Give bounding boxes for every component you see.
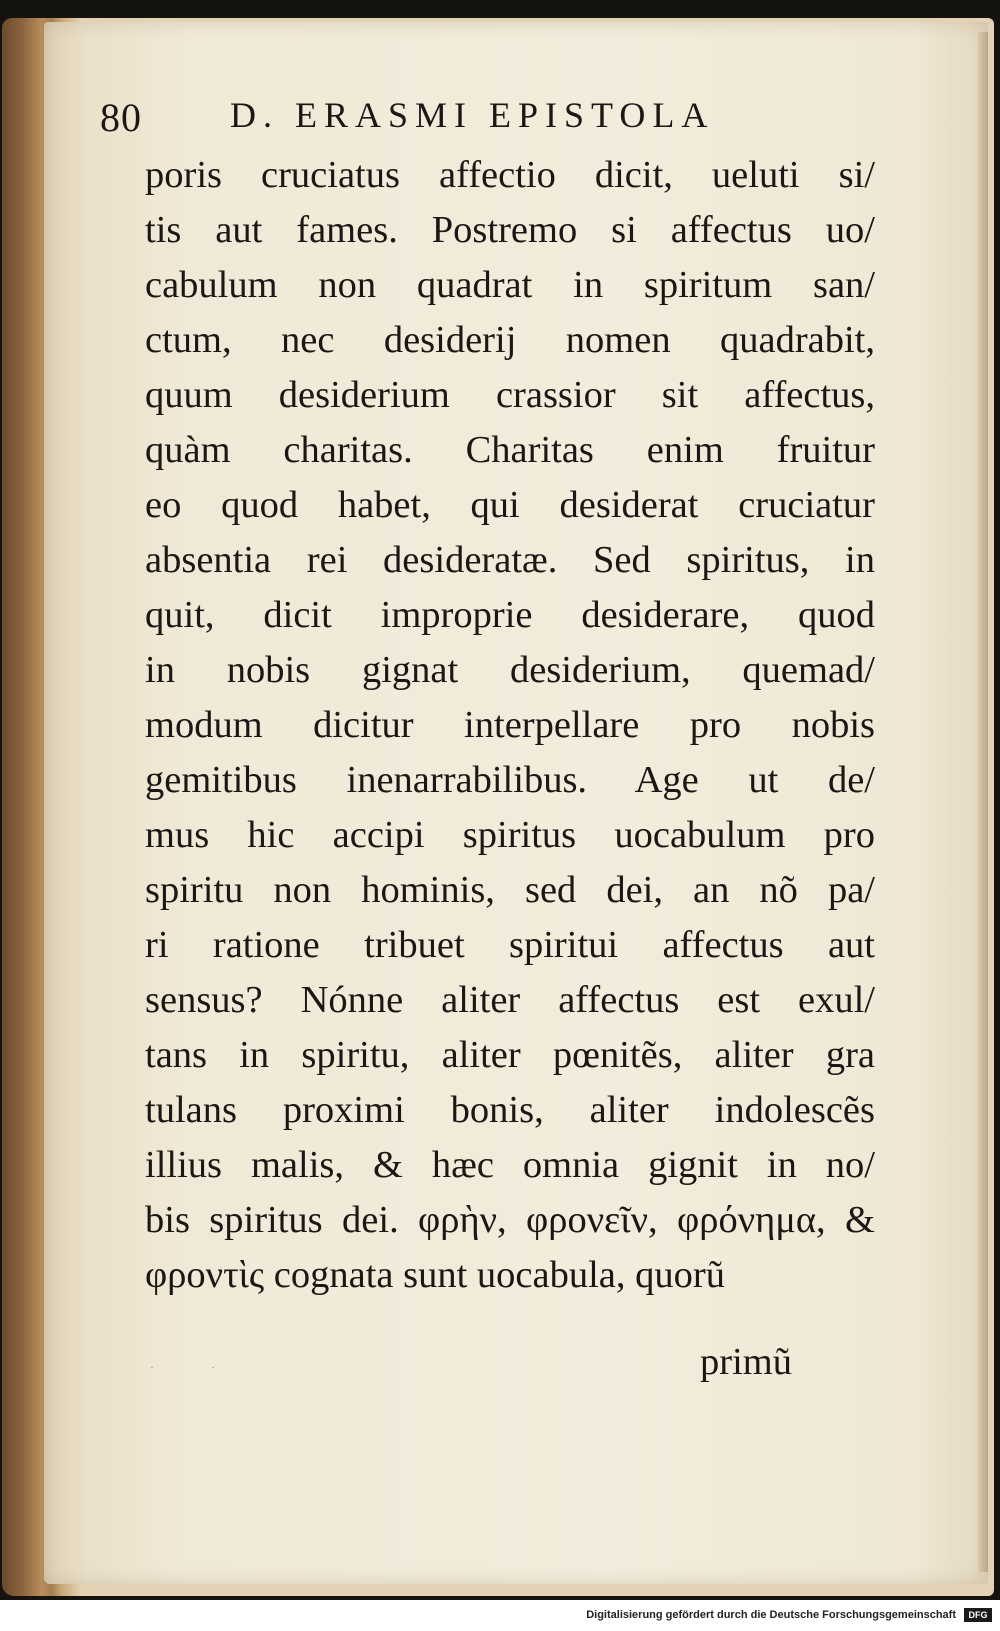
paper-specks: · · (150, 1360, 215, 1374)
page-header (100, 94, 840, 154)
digitization-credit: Digitalisierung gefördert durch die Deutsche Forschungsgemeinschaft (586, 1609, 956, 1621)
text-line: quàm charitas. Charitas enim fruitur (145, 429, 875, 471)
footer-bar (0, 1600, 1000, 1631)
text-line: quum desiderium crassior sit affectus, (145, 374, 875, 416)
running-title: D. ERASMI EPISTOLA (230, 95, 715, 135)
text-line: in nobis gignat desiderium, quemad/ (145, 649, 875, 691)
text-line: mus hic accipi spiritus uocabulum pro (145, 814, 875, 856)
text-line: quit, dicit improprie desiderare, quod (145, 594, 875, 636)
page-number: 80 (100, 95, 142, 140)
text-line: ctum, nec desiderij nomen quadrabit, (145, 319, 875, 361)
text-line: illius malis, & hæc omnia gignit in no/ (145, 1144, 875, 1186)
dfg-logo: DFG (964, 1608, 992, 1622)
page-edge (978, 32, 988, 1572)
text-line: φροντὶς cognata sunt uocabula, quorũ (145, 1254, 725, 1296)
text-line: bis spiritus dei. φρὴν, φρονεῖν, φρόνημα, & (145, 1199, 875, 1241)
body-text (145, 148, 875, 1303)
text-line: tulans proximi bonis, aliter indolescẽs (145, 1089, 875, 1131)
text-line: absentia rei desideratæ. Sed spiritus, in (145, 539, 875, 581)
text-line: spiritu non hominis, sed dei, an nõ pa/ (145, 869, 875, 911)
text-line: gemitibus inenarrabilibus. Age ut de/ (145, 759, 875, 801)
text-line: eo quod habet, qui desiderat cruciatur (145, 484, 875, 526)
text-line: tans in spiritu, aliter pœnitẽs, aliter gra (145, 1034, 875, 1076)
catchword: primũ (700, 1341, 792, 1383)
text-line: cabulum non quadrat in spiritum san/ (145, 264, 875, 306)
text-line: poris cruciatus affectio dicit, ueluti si/ (145, 154, 875, 196)
text-line: ri ratione tribuet spiritui affectus aut (145, 924, 875, 966)
text-line: sensus? Nónne aliter affectus est exul/ (145, 979, 875, 1021)
text-line: modum dicitur interpellare pro nobis (145, 704, 875, 746)
text-line: tis aut fames. Postremo si affectus uo/ (145, 209, 875, 251)
